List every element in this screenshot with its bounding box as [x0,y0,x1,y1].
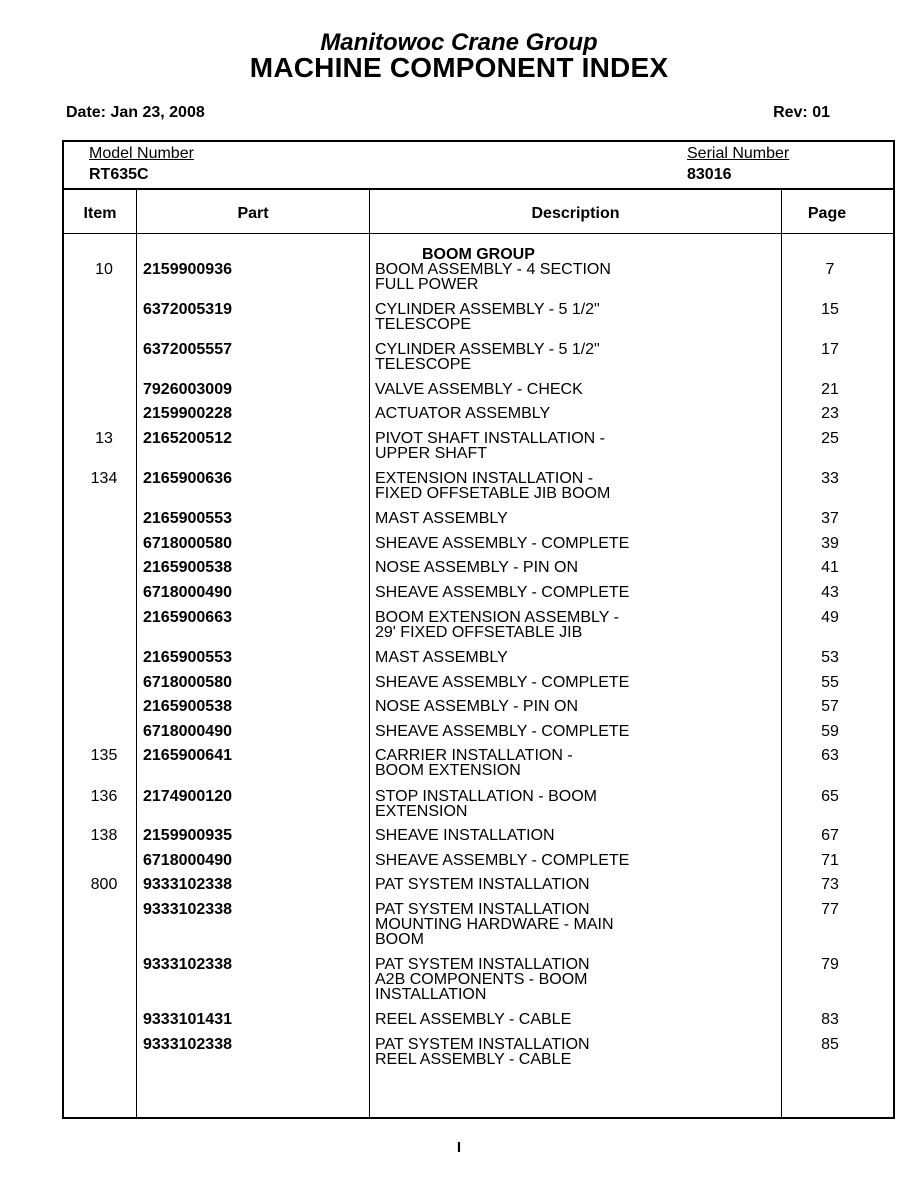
row-description-line: INSTALLATION [375,986,487,1003]
row-page-number: 83 [821,1011,839,1028]
column-header-item: Item [83,205,117,222]
row-description-line: A2B COMPONENTS - BOOM [375,971,588,988]
row-item-number: 136 [90,788,118,805]
row-description-line: TELESCOPE [375,316,472,333]
column-header-divider [62,233,895,234]
row-description-line: PAT SYSTEM INSTALLATION [375,1036,590,1053]
row-description-line: VALVE ASSEMBLY - CHECK [375,381,583,398]
row-description-line: FULL POWER [375,276,479,293]
row-page-number: 63 [821,747,839,764]
row-part-number: 9333102338 [143,956,232,973]
row-part-number: 2165900636 [143,470,232,487]
row-part-number: 6718000490 [143,852,232,869]
row-part-number: 2159900935 [143,827,232,844]
row-description-line: REEL ASSEMBLY - CABLE [375,1051,572,1068]
row-part-number: 2165900538 [143,559,232,576]
column-divider-item [136,189,137,1118]
row-description-line: PAT SYSTEM INSTALLATION [375,876,590,893]
row-description-line: BOOM ASSEMBLY - 4 SECTION [375,261,611,278]
row-description-line: NOSE ASSEMBLY - PIN ON [375,698,579,715]
row-description-line: 29' FIXED OFFSETABLE JIB [375,624,583,641]
row-part-number: 9333102338 [143,876,232,893]
row-page-number: 65 [821,788,839,805]
row-description-line: PAT SYSTEM INSTALLATION [375,901,590,918]
row-page-number: 41 [821,559,839,576]
row-description-line: PIVOT SHAFT INSTALLATION - [375,430,605,447]
model-number-label: Model Number [89,145,194,162]
row-page-number: 79 [821,956,839,973]
row-item-number: 800 [90,876,118,893]
row-page-number: 53 [821,649,839,666]
document-date: Date: Jan 23, 2008 [66,104,205,121]
row-description-line: SHEAVE ASSEMBLY - COMPLETE [375,723,630,740]
company-name: Manitowoc Crane Group [320,29,598,56]
row-description-line: MAST ASSEMBLY [375,649,508,666]
column-header-page: Page [807,205,847,222]
group-heading: BOOM GROUP [422,246,535,263]
row-page-number: 49 [821,609,839,626]
row-page-number: 59 [821,723,839,740]
row-description-line: MAST ASSEMBLY [375,510,508,527]
row-description-line: MOUNTING HARDWARE - MAIN [375,916,614,933]
row-item-number: 138 [90,827,118,844]
row-part-number: 6372005319 [143,301,232,318]
row-page-number: 39 [821,535,839,552]
row-page-number: 17 [821,341,839,358]
row-item-number: 135 [90,747,118,764]
row-page-number: 21 [821,381,839,398]
row-part-number: 2159900228 [143,405,232,422]
row-part-number: 6718000490 [143,723,232,740]
column-header-part: Part [237,205,269,222]
row-description-line: STOP INSTALLATION - BOOM [375,788,597,805]
column-divider-part [369,189,370,1118]
row-part-number: 2165900553 [143,510,232,527]
row-part-number: 2165900538 [143,698,232,715]
row-part-number: 2165900663 [143,609,232,626]
row-description-line: SHEAVE ASSEMBLY - COMPLETE [375,584,630,601]
row-description-line: CYLINDER ASSEMBLY - 5 1/2" [375,341,600,358]
row-description-line: SHEAVE INSTALLATION [375,827,555,844]
row-description-line: BOOM EXTENSION [375,762,521,779]
row-page-number: 73 [821,876,839,893]
row-part-number: 6372005557 [143,341,232,358]
row-part-number: 6718000580 [143,535,232,552]
row-page-number: 37 [821,510,839,527]
header-divider [62,188,895,190]
row-description-line: CYLINDER ASSEMBLY - 5 1/2" [375,301,600,318]
row-description-line: SHEAVE ASSEMBLY - COMPLETE [375,852,630,869]
page-footer-number: I [456,1139,462,1156]
row-page-number: 23 [821,405,839,422]
row-page-number: 7 [825,261,835,278]
row-part-number: 6718000580 [143,674,232,691]
row-part-number: 2165900641 [143,747,232,764]
row-part-number: 2165900553 [143,649,232,666]
row-description-line: BOOM EXTENSION ASSEMBLY - [375,609,619,626]
row-page-number: 71 [821,852,839,869]
row-page-number: 85 [821,1036,839,1053]
row-page-number: 15 [821,301,839,318]
row-part-number: 9333102338 [143,1036,232,1053]
column-divider-description [781,189,782,1118]
row-part-number: 7926003009 [143,381,232,398]
row-description-line: EXTENSION [375,803,468,820]
row-description-line: CARRIER INSTALLATION - [375,747,573,764]
row-part-number: 2165200512 [143,430,232,447]
row-page-number: 55 [821,674,839,691]
row-description-line: SHEAVE ASSEMBLY - COMPLETE [375,535,630,552]
row-page-number: 57 [821,698,839,715]
column-header-description: Description [531,205,620,222]
row-item-number: 10 [95,261,113,278]
row-description-line: BOOM [375,931,424,948]
row-part-number: 9333102338 [143,901,232,918]
row-description-line: SHEAVE ASSEMBLY - COMPLETE [375,674,630,691]
row-description-line: NOSE ASSEMBLY - PIN ON [375,559,579,576]
row-description-line: ACTUATOR ASSEMBLY [375,405,551,422]
row-description-line: TELESCOPE [375,356,472,373]
serial-number-value: 83016 [687,166,732,183]
row-page-number: 43 [821,584,839,601]
row-part-number: 2174900120 [143,788,232,805]
row-part-number: 2159900936 [143,261,232,278]
serial-number-label: Serial Number [687,145,790,162]
row-description-line: EXTENSION INSTALLATION - [375,470,594,487]
row-description-line: UPPER SHAFT [375,445,488,462]
row-item-number: 13 [95,430,113,447]
row-page-number: 33 [821,470,839,487]
row-page-number: 77 [821,901,839,918]
document-revision: Rev: 01 [773,104,830,121]
row-description-line: FIXED OFFSETABLE JIB BOOM [375,485,611,502]
row-description-line: PAT SYSTEM INSTALLATION [375,956,590,973]
document-title: MACHINE COMPONENT INDEX [249,52,669,83]
row-page-number: 67 [821,827,839,844]
model-number-value: RT635C [89,166,149,183]
row-description-line: REEL ASSEMBLY - CABLE [375,1011,572,1028]
row-part-number: 6718000490 [143,584,232,601]
row-item-number: 134 [90,470,118,487]
row-page-number: 25 [821,430,839,447]
row-part-number: 9333101431 [143,1011,232,1028]
